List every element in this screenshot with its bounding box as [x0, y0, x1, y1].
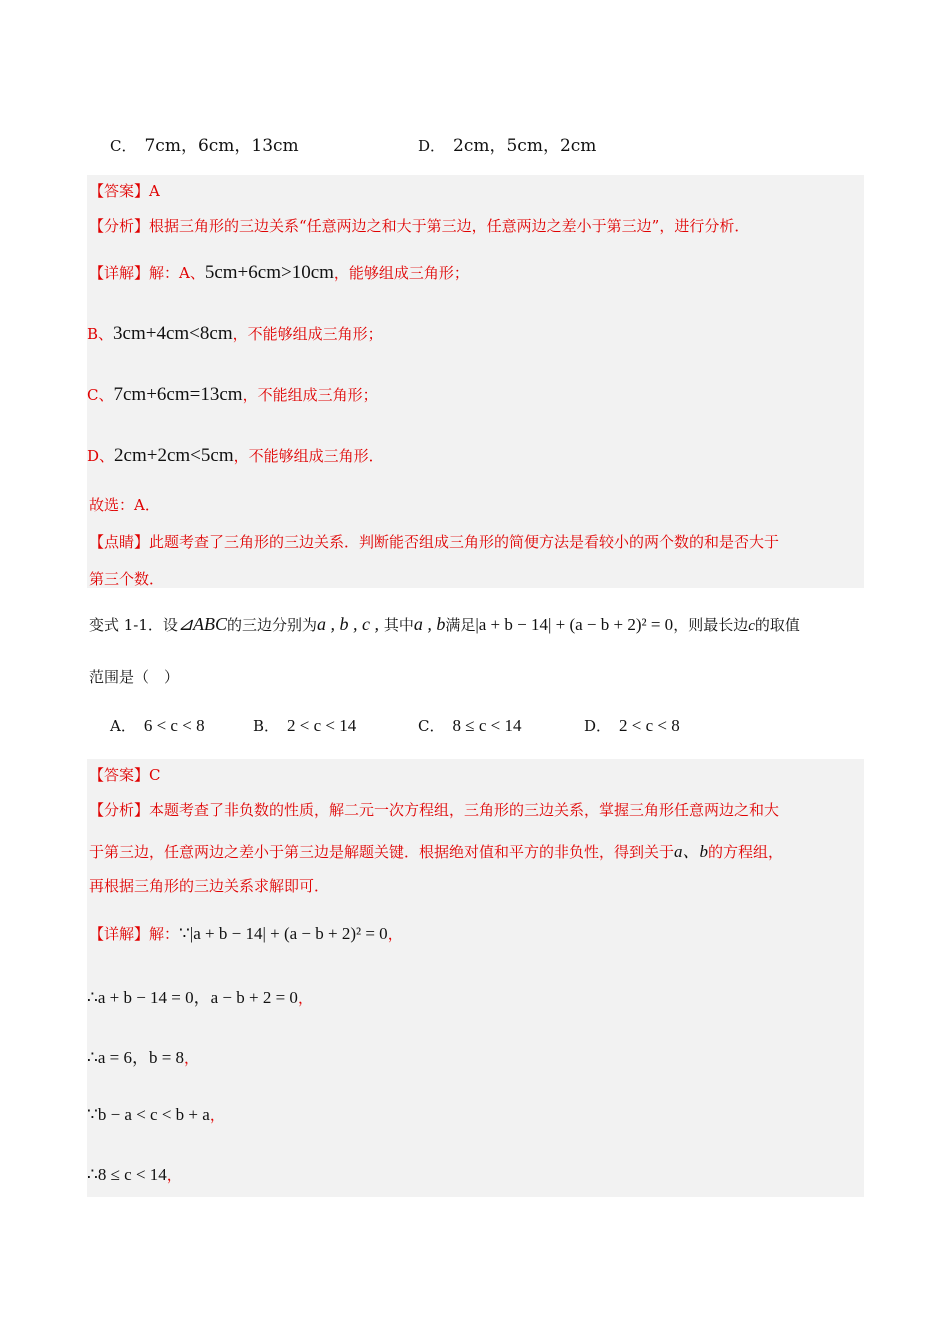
option-d-text: 2cm，5cm，2cm	[453, 136, 597, 156]
option-c-label: C．	[110, 137, 137, 155]
sol2-analysis-line2	[89, 837, 783, 862]
q2-option-c	[418, 715, 521, 736]
option-d-label: D．	[418, 137, 446, 155]
q2-option-d-text: 2 < c < 8	[619, 716, 680, 735]
sol2-step5-row	[87, 1164, 182, 1185]
q2-stem-mid: 的三边分别为	[227, 616, 318, 634]
q2-option-a-text: 6 < c < 8	[143, 716, 205, 735]
q2-option-b-label: B．	[253, 717, 280, 735]
sol2-analysis-line2-a: 于第三边，任意两边之差小于第三边是解题关键．根据绝对值和平方的非负性，得到关于	[89, 843, 675, 861]
sol1-analysis: 【分析】根据三角形的三边关系“任意两边之和大于第三边，任意两边之差小于第三边”，进行分析．	[89, 217, 750, 235]
q2-stem-mid3: 满足	[445, 616, 476, 634]
sol1-answer: 【答案】A	[89, 182, 160, 200]
q2-option-d-label: D．	[584, 717, 612, 735]
sol1-d-tail: ，不能够组成三角形．	[233, 447, 384, 465]
sol1-detail-c	[87, 384, 378, 406]
q2-option-b	[253, 715, 356, 736]
q2-stem-tail: ，则最长边	[673, 616, 749, 634]
option-c	[110, 131, 299, 156]
sol1-d-prefix: D、	[87, 447, 115, 465]
sol1-c-math: 7cm+6cm=13cm	[113, 384, 243, 405]
sol1-c-prefix: C、	[87, 386, 114, 404]
sol2-analysis-line2-c: 的方程组，	[708, 843, 784, 861]
q2-triangle: ⊿ABC	[177, 614, 228, 634]
sol1-detail-prefix: 【详解】解：A、	[89, 264, 205, 282]
sol2-detail	[89, 923, 403, 944]
sol1-tip-line2: 第三个数．	[89, 570, 165, 588]
sol1-detail-a	[89, 262, 469, 284]
solution-2-block	[87, 759, 864, 1197]
sol2-comma-5: ，	[166, 1166, 182, 1184]
sol2-step2: ∴a + b − 14 = 0，a − b + 2 = 0	[87, 988, 298, 1007]
sol2-comma-3: ，	[184, 1049, 200, 1067]
sol2-comma-2: ，	[297, 989, 313, 1007]
sol1-d-math: 2cm+2cm<5cm	[114, 445, 234, 466]
sol2-step4-row	[87, 1104, 225, 1125]
option-c-text: 7cm，6cm，13cm	[144, 136, 299, 156]
sol2-analysis-line3: 再根据三角形的三边关系求解即可．	[89, 877, 330, 895]
q2-option-a-label: A．	[110, 717, 136, 735]
sol1-b-prefix: B、	[87, 325, 114, 343]
q2-option-c-text: 8 ≤ c < 14	[452, 716, 522, 735]
q2-condition: |a + b − 14| + (a − b + 2)² = 0	[475, 615, 674, 634]
solution-1-block	[87, 175, 864, 588]
q2-c-var: c	[748, 618, 755, 634]
sol2-comma-1: ，	[387, 925, 403, 943]
q2-option-a	[110, 715, 205, 736]
q2-stem-line2: 范围是（ ）	[89, 668, 180, 686]
sol2-analysis-line1: 【分析】本题考查了非负数的性质，解二元一次方程组，三角形的三边关系，掌握三角形任意两边之和大	[89, 801, 780, 819]
sol2-detail-prefix: 【详解】解：	[89, 925, 180, 943]
q2-option-d	[584, 715, 680, 736]
sol1-detail-d	[87, 445, 384, 467]
sol2-step4: ∵b − a < c < b + a	[87, 1105, 210, 1124]
q2-stem-prefix: 变式 1-1．设	[89, 616, 178, 634]
sol2-step1: ∵|a + b − 14| + (a − b + 2)² = 0	[179, 924, 388, 943]
sol1-b-tail: ，不能够组成三角形；	[232, 325, 383, 343]
q2-stem-line1	[89, 614, 800, 635]
sol2-comma-4: ，	[209, 1106, 225, 1124]
sol1-detail-math: 5cm+6cm>10cm	[204, 262, 334, 283]
option-d	[418, 131, 596, 156]
sol2-step3-row	[87, 1043, 199, 1068]
q2-stem-end: 的取值	[754, 616, 800, 634]
q2-ab: a , b	[413, 614, 446, 634]
sol2-step2-row	[87, 983, 313, 1008]
sol1-c-tail: ，不能组成三角形；	[242, 386, 378, 404]
sol2-step5: ∴8 ≤ c < 14	[87, 1165, 167, 1184]
q2-option-b-text: 2 < c < 14	[287, 716, 357, 735]
sol1-tip-line1: 【点睛】此题考查了三角形的三边关系．判断能否组成三角形的简便方法是看较小的两个数的和是否大于	[89, 533, 780, 551]
sol1-choose: 故选：A．	[89, 496, 160, 514]
q2-option-c-label: C．	[418, 717, 445, 735]
sol2-answer: 【答案】C	[89, 766, 161, 784]
q2-sides: a , b , c ,	[317, 614, 380, 634]
sol2-analysis-ab: a、b	[674, 842, 709, 861]
sol1-detail-tail: ，能够组成三角形；	[333, 264, 469, 282]
sol2-step3: ∴a = 6，b = 8	[87, 1048, 185, 1067]
q2-stem-mid2: 其中	[383, 616, 414, 634]
sol1-b-math: 3cm+4cm<8cm	[113, 323, 233, 344]
sol1-detail-b	[87, 323, 383, 345]
